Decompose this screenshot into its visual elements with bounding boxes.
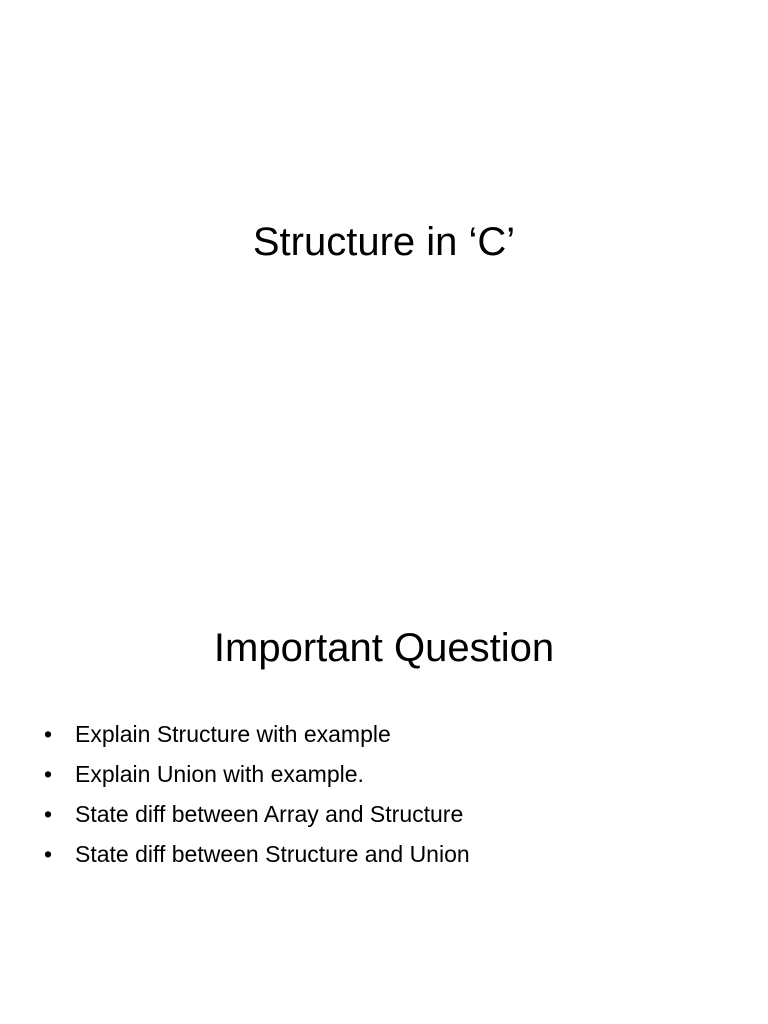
list-item xyxy=(44,714,470,754)
slide-title-heading: Structure in ‘C’ xyxy=(252,220,516,264)
slide-important-question xyxy=(0,512,768,1024)
bullet-icon: • xyxy=(44,721,53,747)
list-item xyxy=(44,794,470,834)
important-question-heading: Important Question xyxy=(213,626,555,670)
bullet-icon: • xyxy=(44,761,53,787)
list-item-text: State diff between Array and Structure xyxy=(75,801,464,827)
list-item xyxy=(44,754,470,794)
list-item-text: Explain Structure with example xyxy=(75,721,391,747)
list-item xyxy=(44,834,470,874)
question-list xyxy=(44,714,470,874)
list-item-text: Explain Union with example. xyxy=(75,761,364,787)
bullet-icon: • xyxy=(44,801,53,827)
list-item-text: State diff between Structure and Union xyxy=(75,841,470,867)
bullet-icon: • xyxy=(44,841,53,867)
